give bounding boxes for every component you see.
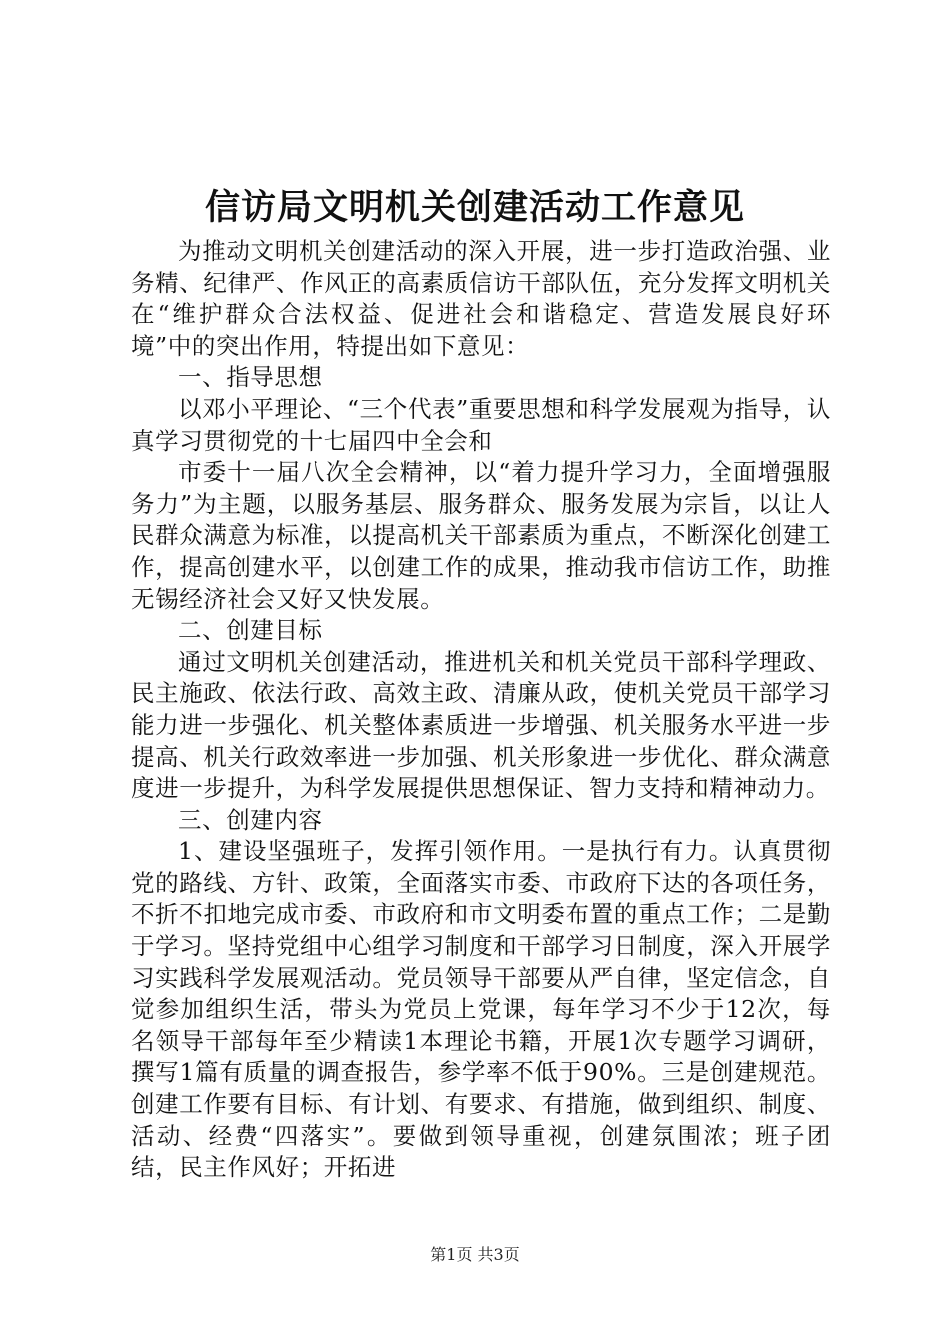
paragraph-goals: 通过文明机关创建活动，推进机关和机关党员干部科学理政、民主施政、依法行政、高效主政、清廉从政，使机关党员干部学习能力进一步强化、机关整体素质进一步增强、机关服务水平进一步提高、机关行政效率进一步加强、机关形象进一步优化、群众满意度进一步提升，为科学发展提供思想保证、智力支持和精神动力。 (131, 647, 831, 803)
page-footer: 第1页 共3页 (430, 1245, 520, 1264)
paragraph-intro: 为推动文明机关创建活动的深入开展，进一步打造政治强、业务精、纪律严、作风正的高素质信访干部队伍，充分发挥文明机关在“维护群众合法权益、促进社会和谐稳定、营造发展良好环境”中的突出作用，特提出如下意见： (131, 237, 831, 360)
section-heading-content: 三、创建内容 (178, 805, 323, 834)
document-body (131, 236, 831, 1184)
paragraph-guiding-thought: 以邓小平理论、“三个代表”重要思想和科学发展观为指导，认真学习贯彻党的十七届四中全会和 (131, 394, 831, 455)
section-heading-guiding-thought: 一、指导思想 (178, 363, 323, 392)
document-title: 信访局文明机关创建活动工作意见 (204, 187, 745, 228)
section-heading-goals: 二、创建目标 (178, 616, 323, 645)
paragraph-guiding-thought-continued: 市委十一届八次全会精神，以“着力提升学习力，全面增强服务力”为主题，以服务基层、服务群众、服务发展为宗旨，以让人民群众满意为标准，以提高机关干部素质为重点，不断深化创建工作，提高创建水平，以创建工作的成果，推动我市信访工作，助推无锡经济社会又好又快发展。 (131, 458, 831, 613)
paragraph-content-item-1: 1、建设坚强班子，发挥引领作用。一是执行有力。认真贯彻党的路线、方针、政策，全面落实市委、市政府下达的各项任务，不折不扣地完成市委、市政府和市文明委布置的重点工作；二是勤于学习。坚持党组中心组学习制度和干部学习日制度，深入开展学习实践科学发展观活动。党员领导干部要从严自律，坚定信念，自觉参加组织生活，带头为党员上党课，每年学习不少于12次，每名领导干部每年至少精读1本理论书籍，开展1次专题学习调研，撰写1篇有质量的调查报告，参学率不低于90%。三是创建规范。创建工作要有目标、有计划、有要求、有措施，做到组织、制度、活动、经费“四落实”。要做到领导重视，创建氛围浓；班子团结，民主作风好；开拓进 (131, 837, 831, 1182)
